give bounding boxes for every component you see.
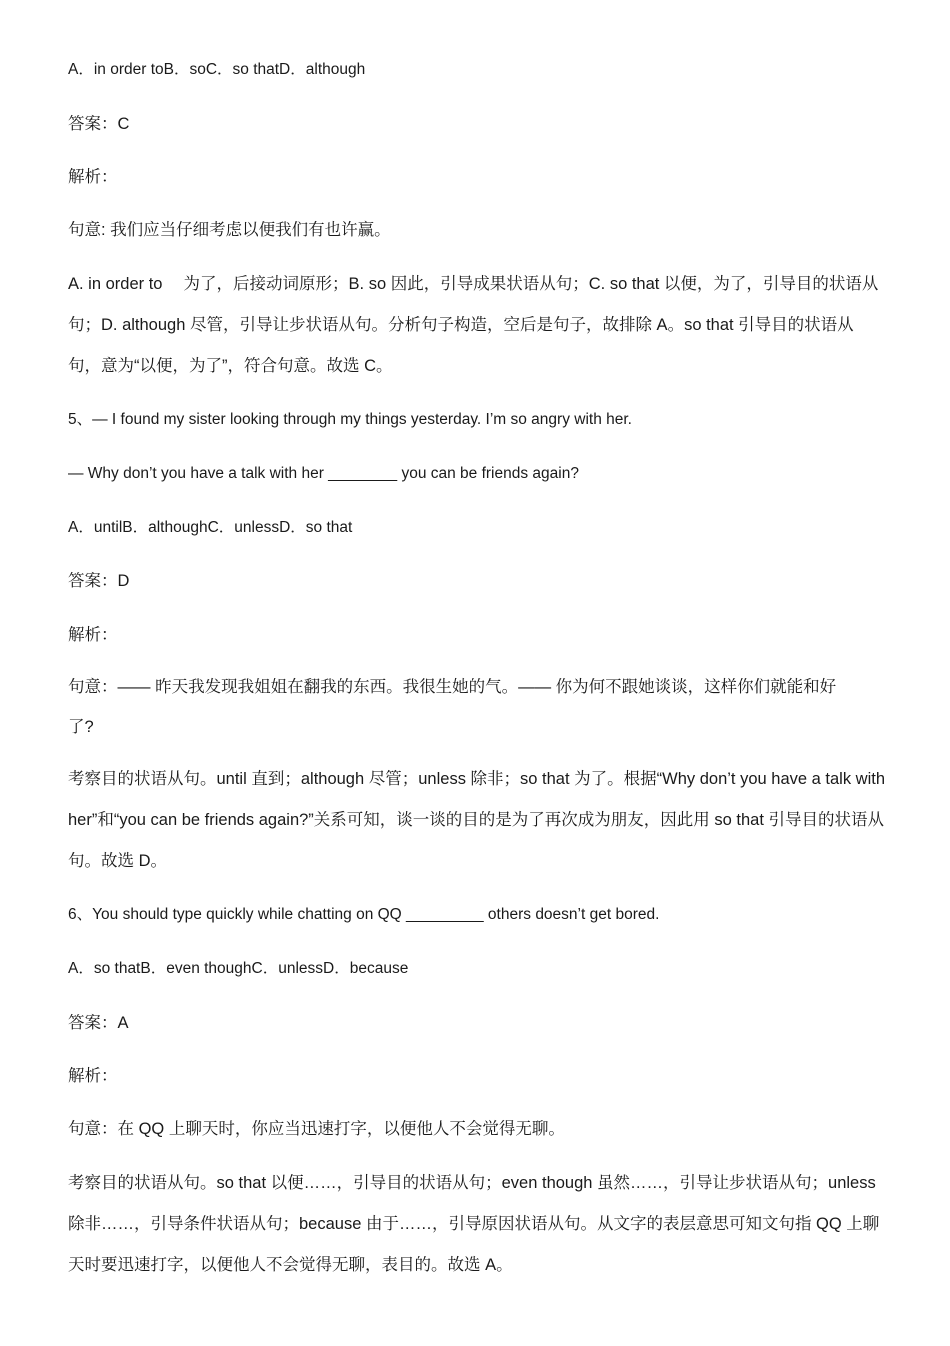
q6-explanation-line-2: 除非……，引导条件状语从句；because 由于……，引导原因状语从句。从文字的表层意思可知文句指 QQ 上聊 xyxy=(68,1215,880,1233)
q5-sentence-meaning-line-1: 句意：—— 昨天我发现我姐姐在翻我的东西。我很生她的气。—— 你为何不跟她谈谈，这样你们就能和好 xyxy=(68,678,837,696)
q5-stem-line-2: — Why don’t you have a talk with her ________ you can be friends again? xyxy=(68,465,579,482)
q4-analysis-label: 解析： xyxy=(68,168,118,186)
q5-answer: 答案：D xyxy=(68,572,130,590)
q4-options: A．in order toB．soC．so thatD．although xyxy=(68,61,366,78)
q5-options: A．untilB．althoughC．unlessD．so that xyxy=(68,519,353,536)
q5-explanation-line-2: her”和“you can be friends again?”关系可知，谈一谈的目的是为了再次成为朋友，因此用 so that 引导目的状语从 xyxy=(68,811,885,829)
q6-explanation-line-3: 天时要迅速打字，以便他人不会觉得无聊，表目的。故选 A。 xyxy=(68,1256,513,1274)
q4-explanation-line-1: A. in order to 为了，后接动词原形；B. so 因此，引导成果状语从句；C. so that 以便，为了，引导目的状语从 xyxy=(68,275,879,293)
q6-explanation-line-1: 考察目的状语从句。so that 以便……，引导目的状语从句；even though 虽然……，引导让步状语从句；unless xyxy=(68,1174,876,1192)
q5-sentence-meaning-line-2: 了? xyxy=(68,718,94,736)
q6-options: A．so thatB．even thoughC．unlessD．because xyxy=(68,960,409,977)
q5-stem-line-1: 5、— I found my sister looking through my things yesterday. I’m so angry with her. xyxy=(68,411,632,428)
q6-answer: 答案：A xyxy=(68,1014,129,1032)
q4-sentence-meaning: 句意: 我们应当仔细考虑以便我们有也许赢。 xyxy=(68,221,391,239)
q5-explanation-line-3: 句。故选 D。 xyxy=(68,852,167,870)
q5-analysis-label: 解析： xyxy=(68,626,118,644)
q6-stem: 6、You should type quickly while chatting on QQ _________ others doesn’t get bored. xyxy=(68,906,660,923)
q6-analysis-label: 解析： xyxy=(68,1067,118,1085)
q4-explanation-line-2: 句；D. although 尽管，引导让步状语从句。分析句子构造，空后是句子，故排除 A。so that 引导目的状语从 xyxy=(68,316,854,334)
q6-sentence-meaning: 句意：在 QQ 上聊天时，你应当迅速打字，以便他人不会觉得无聊。 xyxy=(68,1120,565,1138)
q4-explanation-line-3: 句，意为“以便，为了”，符合句意。故选 C。 xyxy=(68,357,393,375)
q5-explanation-line-1: 考察目的状语从句。until 直到；although 尽管；unless 除非；so that 为了。根据“Why don’t you have a talk with xyxy=(68,770,885,788)
q4-answer: 答案：C xyxy=(68,115,130,133)
